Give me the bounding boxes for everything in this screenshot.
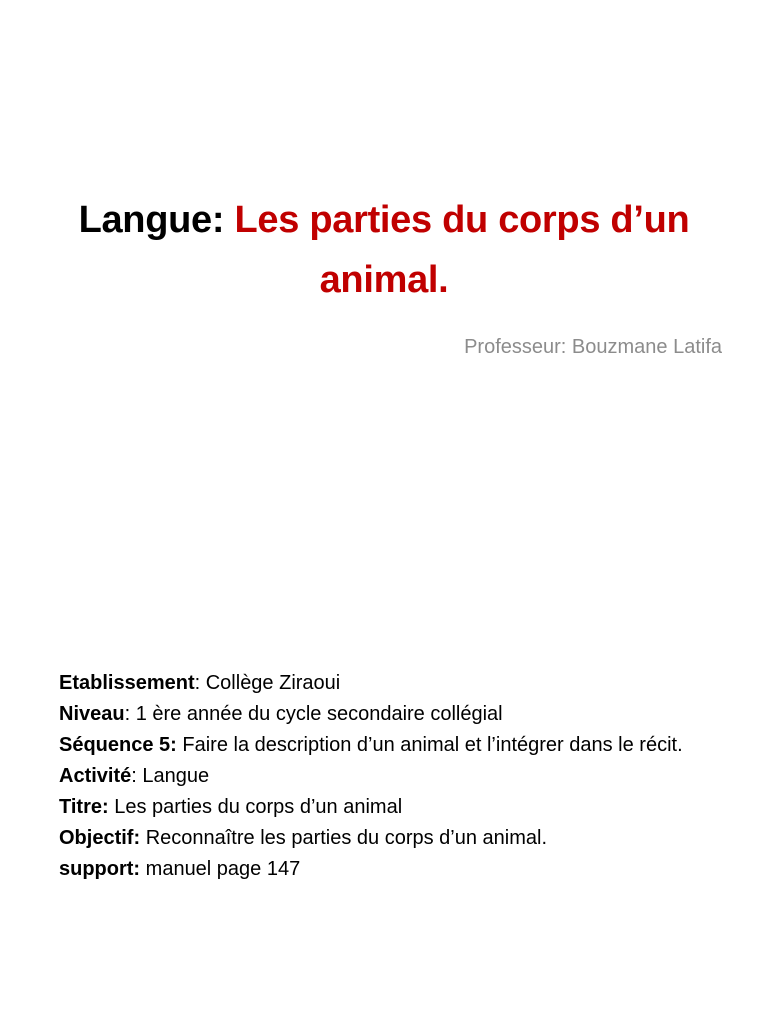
detail-value: 1 ère année du cycle secondaire collégial bbox=[135, 703, 503, 725]
detail-separator: : bbox=[131, 765, 143, 787]
detail-support bbox=[59, 854, 729, 885]
detail-titre bbox=[59, 792, 729, 823]
title-topic: Les parties du corps d’un animal. bbox=[234, 199, 690, 301]
detail-separator: : bbox=[124, 703, 136, 725]
teacher-name: Professeur: Bouzmane Latifa bbox=[464, 336, 722, 358]
detail-activite bbox=[59, 761, 729, 792]
title-label: Langue: bbox=[78, 199, 225, 241]
slide-title bbox=[30, 190, 738, 310]
detail-label: Activité bbox=[59, 765, 132, 787]
detail-label: Séquence 5: bbox=[59, 734, 177, 756]
detail-objectif bbox=[59, 823, 729, 854]
detail-sequence bbox=[59, 730, 729, 761]
lesson-details bbox=[59, 668, 729, 885]
detail-value: Les parties du corps d’un animal bbox=[114, 796, 403, 818]
detail-value: Reconnaître les parties du corps d’un animal. bbox=[145, 827, 548, 849]
detail-label: Etablissement bbox=[59, 672, 195, 694]
detail-separator: : bbox=[194, 672, 206, 694]
detail-value: Collège Ziraoui bbox=[205, 672, 341, 694]
detail-etablissement bbox=[59, 668, 729, 699]
detail-label: Titre: bbox=[59, 796, 109, 818]
detail-value: manuel page 147 bbox=[145, 858, 301, 880]
detail-niveau bbox=[59, 699, 729, 730]
detail-label: Niveau bbox=[59, 703, 125, 725]
detail-value: Faire la description d’un animal et l’intégrer dans le récit. bbox=[182, 734, 683, 756]
detail-label: Objectif: bbox=[59, 827, 141, 849]
detail-value: Langue bbox=[142, 765, 210, 787]
detail-label: support: bbox=[59, 858, 141, 880]
